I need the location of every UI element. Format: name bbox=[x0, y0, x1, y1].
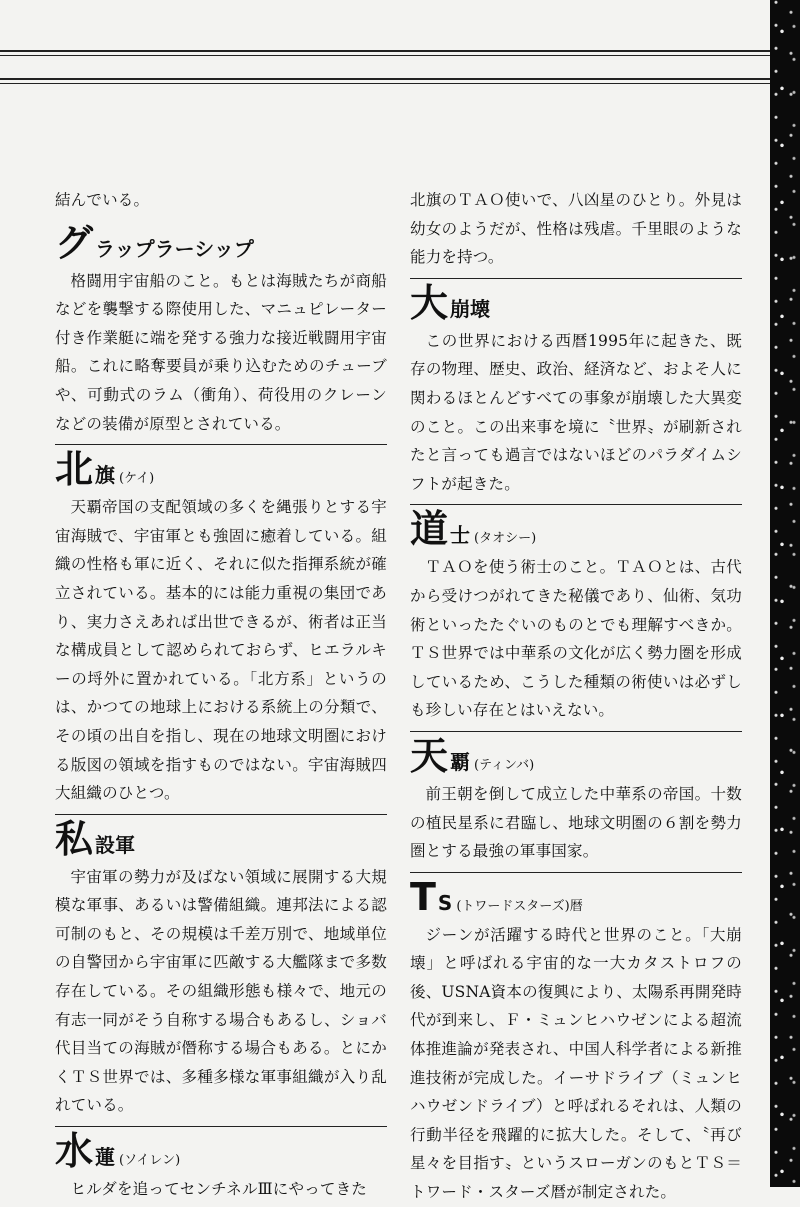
heading-reading: (ソイレン) bbox=[119, 1153, 181, 1169]
heading-initial: 天 bbox=[410, 732, 449, 778]
heading-initial: 北 bbox=[55, 446, 94, 492]
heading-reading: (ケイ) bbox=[119, 471, 155, 487]
left-column bbox=[55, 186, 387, 1204]
entry-body: 前王朝を倒して成立した中華系の帝国。十数の植民星系に君臨し、地球文明圏の６割を勢力圏とする最強の軍事国家。 bbox=[410, 784, 742, 861]
heading-initial: グ bbox=[55, 219, 94, 265]
heading-rest: 旗 bbox=[95, 463, 116, 488]
right-column bbox=[410, 186, 742, 1207]
entry-body: この世界における西暦1995年に起きた、既存の物理、歴史、政治、経済など、およそ人に関わるほとんどすべての事象が崩壊した大異変のこと。この出来事を境に〝世界〟が刷新されたと言っても過言ではないほどのパラダイムシフトが起きた。 bbox=[410, 331, 742, 493]
heading-initial: 水 bbox=[55, 1128, 94, 1174]
entry-body: ジーンが活躍する時代と世界のこと。「大崩壊」と呼ばれる宇宙的な一大カタストロフの後、USNA資本の復興により、太陽系再開発時代が到来し、Ｆ・ミュンヒハウゼンによる超流体推進論が発表され、中国人科学者による新推進技術が完成した。イーサドライブ（ミュンヒハウゼンドライブ）と呼ばれるそれは、人類の行動半径を飛躍的に拡大した。そして、〝再び星々を目指す〟というスローガンのもとＴＳ＝トワード・スターズ暦が制定された。 bbox=[410, 925, 742, 1202]
continuation-text: 北旗のＴＡＯ使いで、八凶星のひとり。外見は幼女のようだが、性格は残虐。千里眼のような能力を持つ。 bbox=[410, 191, 742, 267]
top-double-rule-2 bbox=[0, 78, 772, 87]
glossary-entry-taoshi bbox=[410, 504, 742, 725]
entry-heading bbox=[410, 872, 742, 921]
heading-reading: (トワードスターズ)暦 bbox=[456, 898, 583, 914]
heading-initial: 道 bbox=[410, 506, 449, 552]
heading-rest: S bbox=[437, 890, 453, 915]
heading-initial: 私 bbox=[55, 815, 94, 861]
heading-reading: (ティンバ) bbox=[474, 757, 535, 773]
entry-heading bbox=[410, 731, 742, 780]
entry-body: 宇宙軍の勢力が及ばない領域に展開する大規模な軍事、あるいは警備組織。連邦法による認可制のもと、その規模は千差万別で、地域単位の自警団から宇宙軍に匹敵する大艦隊まで多数存在している。その組織形態も様々で、地元の有志一同がそう自称する場合もあるし、ショバ代目当ての海賊が僭称する場合もある。とにかくＴＳ世界では、多種多様な軍事組織が入り乱れている。 bbox=[55, 867, 387, 1115]
heading-rest: 崩壊 bbox=[450, 296, 491, 321]
entry-body: 格闘用宇宙船のこと。もとは海賊たちが商船などを襲撃する際使用した、マニュピレーター付き作業艇に端を発する強力な接近戦闘用宇宙船。これに略奪要員が乗り込むためのチューブや、可動式のラム（衝角）、荷役用のクレーンなどの装備が原型とされている。 bbox=[55, 271, 387, 433]
entry-heading bbox=[55, 814, 387, 863]
heading-rest: 士 bbox=[450, 523, 471, 548]
heading-rest: ラップラーシップ bbox=[95, 236, 254, 261]
heading-rest: 設軍 bbox=[95, 832, 136, 857]
glossary-entry-ts-calendar bbox=[410, 872, 742, 1207]
top-double-rule bbox=[0, 50, 772, 59]
glossary-entry-great-collapse bbox=[410, 278, 742, 499]
heading-reading: (タオシー) bbox=[474, 531, 537, 547]
heading-initial: 大 bbox=[410, 279, 449, 325]
entry-body: ヒルダを追ってセンチネルⅢにやってきた bbox=[70, 1180, 368, 1199]
entry-heading bbox=[55, 444, 387, 493]
starfield-page-edge bbox=[770, 0, 800, 1187]
entry-heading bbox=[410, 278, 742, 327]
continuation-text: 結んでいる。 bbox=[55, 191, 150, 209]
glossary-entry-keiki bbox=[55, 444, 387, 808]
glossary-entry-grappler-ship bbox=[55, 219, 387, 439]
glossary-entry-private-army bbox=[55, 814, 387, 1120]
heading-initial: T bbox=[410, 874, 436, 919]
entry-heading bbox=[55, 219, 387, 267]
heading-rest: 覇 bbox=[450, 749, 471, 774]
heading-rest: 蓮 bbox=[95, 1145, 116, 1170]
entry-heading bbox=[55, 1126, 387, 1175]
entry-body: 天覇帝国の支配領域の多くを縄張りとする宇宙海賊で、宇宙軍とも強固に癒着している。組織の性格も軍に近く、それに似た指揮系統が確立されている。基本的には能力重視の集団であり、実力さえあれば出世できるが、術者は正当な構成員として認められておらず、ヒエラルキーの埒外に置かれている。「北方系」というのは、かつての地球上における系統上の分類で、その頃の出自を指し、現在の地球文明圏における版図の領域を指すものではない。宇宙海賊四大組織のひとつ。 bbox=[55, 498, 387, 803]
glossary-entry-soiren bbox=[55, 1126, 387, 1204]
entry-heading bbox=[410, 504, 742, 553]
entry-body: ＴＡＯを使う術士のこと。ＴＡＯとは、古代から受けつがれてきた秘儀であり、仙術、気功術といったたぐいのものとでも理解すべきか。ＴＳ世界では中華系の文化が広く勢力圏を形成しているため、こうした種類の術使いは必ずしも珍しい存在とはいえない。 bbox=[410, 558, 742, 720]
glossary-entry-tinba bbox=[410, 731, 742, 866]
